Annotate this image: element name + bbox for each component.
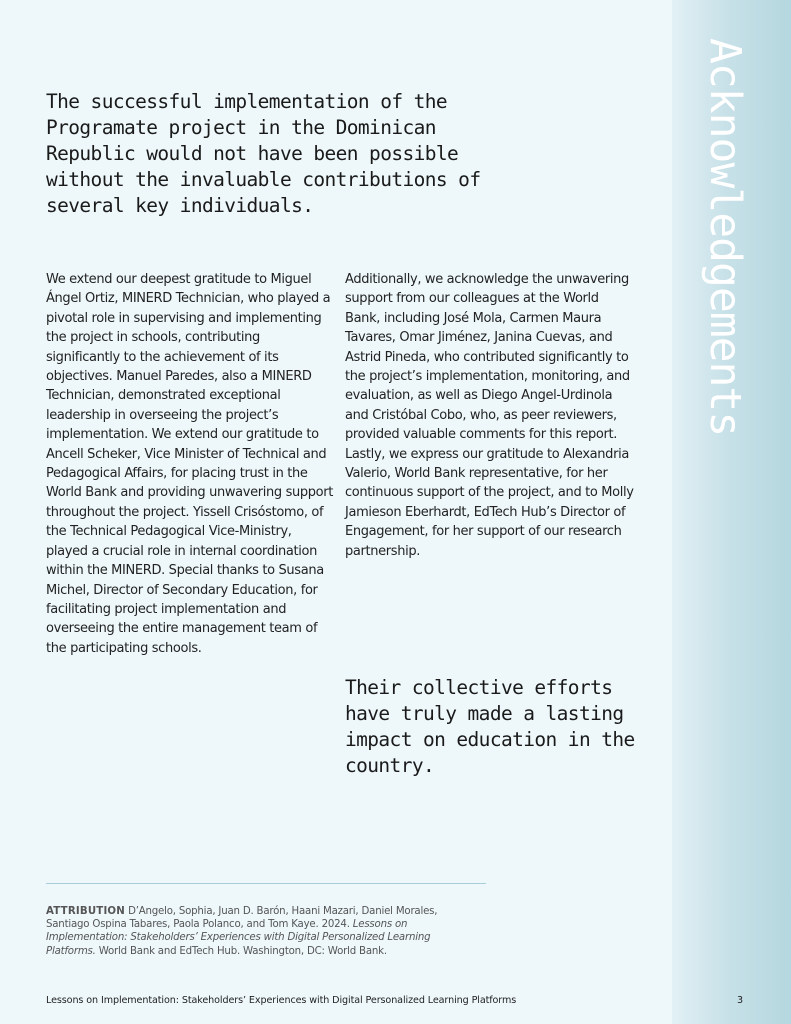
attribution-title: Lessons on Implementation: Stakeholders’ Experiences with Digital Personalized Learning Platforms. <box>46 919 431 957</box>
attribution-publisher: World Bank and EdTech Hub. Washington, DC: World Bank. <box>98 945 387 957</box>
section-title: Acknowledgements <box>700 38 750 437</box>
body-column-right: Additionally, we acknowledge the unwavering support from our colleagues at the World Bank, including José Mola, Carmen Maura Tavares, Omar Jiménez, Janina Cuevas, and Astrid Pineda, who contributed significantly to the project’s implementation, monitoring, and evaluation, as well as Diego Angel-Urdinola and Cristóbal Cobo, who, as peer reviewers, provided valuable comments for this report. Lastly, we express our gratitude to Alexandria Valerio, World Bank representative, for her continuous support of the project, and to Molly Jamieson Eberhardt, EdTech Hub’s Director of Engagement, for her support of our research partnership. <box>345 272 634 559</box>
footer-title: Lessons on Implementation: Stakeholders’ Experiences with Digital Personalized Learning Platforms <box>46 995 517 1006</box>
closing-statement: Their collective efforts have truly made a lasting impact on education in the country. <box>345 676 635 777</box>
attribution-block <box>46 905 466 958</box>
intro-statement: The successful implementation of the Programate project in the Dominican Republic would not have been possible without the invaluable contributions of several key individuals. <box>46 90 481 217</box>
page-number: 3 <box>737 995 744 1006</box>
attribution-label: ATTRIBUTION <box>46 906 126 917</box>
attribution-authors: D’Angelo, Sophia, Juan D. Barón, Haani Mazari, Daniel Morales, Santiago Ospina Tabares, Paola Polanco, and Tom Kaye. 2024. <box>46 906 438 931</box>
attribution-divider <box>46 883 486 884</box>
body-column-left: We extend our deepest gratitude to Miguel Ángel Ortiz, MINERD Technician, who played a pivotal role in supervising and implementing the project in schools, contributing significantly to the achievement of its objectives. Manuel Paredes, also a MINERD Technician, demonstrated exceptional leadership in overseeing the project’s implementation. We extend our gratitude to Ancell Scheker, Vice Minister of Technical and Pedagogical Affairs, for placing trust in the World Bank and providing unwavering support throughout the project. Yissell Crisóstomo, of the Technical Pedagogical Vice-Ministry, played a crucial role in internal coordination within the MINERD. Special thanks to Susana Michel, Director of Secondary Education, for facilitating project implementation and overseeing the entire management team of the participating schools. <box>46 272 334 656</box>
